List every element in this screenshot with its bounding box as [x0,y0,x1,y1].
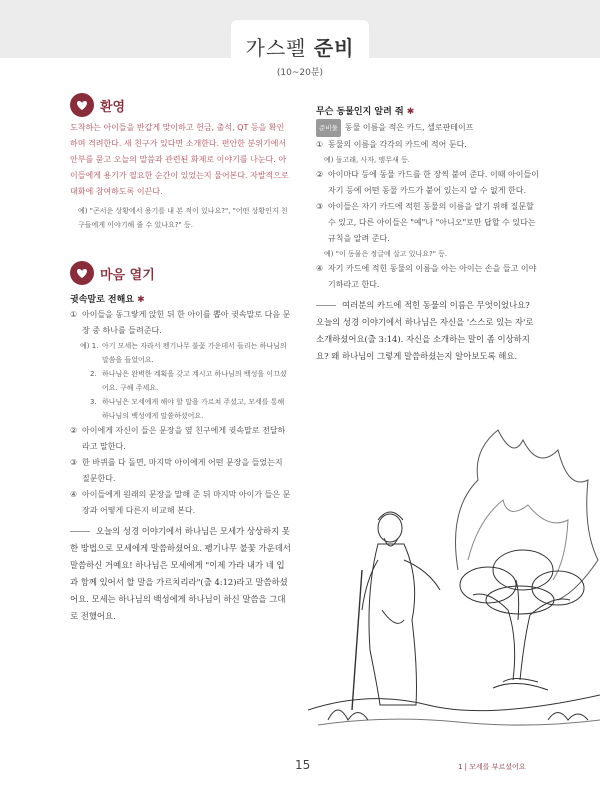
item-text: 아이들은 자기 카드에 적힌 동물의 이름을 알기 위해 질문할 수 있고, 다른 아이들은 "예"나 "아니오"로만 답할 수 있다는 규칙을 알려 준다. [328,202,536,243]
sub-item [80,339,292,367]
sub-text: 하나님은 모세에게 해야 할 말을 가르쳐 주셨고, 모세를 통해 하나님의 백성에게 말씀하셨어요. [102,398,285,420]
right-column [316,100,540,365]
chapter-label: 1 | 모세를 부르셨어요 [458,763,526,771]
item-number: ① [70,310,78,319]
title-light: 가스펠 [245,36,307,60]
page-number: 15 [295,758,311,772]
title-bold: 준비 [313,36,355,60]
duration: (10~20분) [276,68,324,78]
heart-hand-icon [70,93,94,117]
item-text: 동물의 이름을 각각의 카드에 적어 둔다. [328,140,467,149]
welcome-example: 예) "곤서운 상황에서 용기를 내 본 적이 있나요?", "어떤 상황인지 친구들에게 이야기해 줄 수 있나요?" 등. [78,207,288,229]
star-icon: ✱ [406,107,415,117]
item-text: 자기 카드에 적힌 동물의 이름을 아는 아이는 손을 들고 이야기하라고 한다. [328,264,537,289]
item-number: ② [316,170,324,179]
sub-number: 예) 1. [80,342,99,350]
item-text: 아이들을 동그랗게 앉힌 뒤 한 아이를 뽑아 귓속말로 다음 문장 중 하나를 들려준다. [82,310,291,335]
open-heart-heading [70,258,292,288]
sub-text: 아기 모세는 자라서 펭기나무 불꽃 가운데서 들리는 하나님의 말씀을 들었어요. [102,342,287,364]
dash-divider [316,305,336,306]
item-number: ① [316,140,324,149]
open-heart-title: 마음 열기 [100,267,155,283]
page-title [231,32,369,61]
item-text: 한 바퀴를 다 돌면, 마지막 아이에게 어떤 문장을 들었는지 질문한다. [82,458,283,483]
story-text: 여러분의 카드에 적힌 동물의 이름은 무엇이었나요? 오늘의 성경 이야기에서 하나님은 자신을 '스스로 있는 자'로 소개하셨어요(출 3:14). 자신을 소개하는 말이 좀 이상하지요? 왜 하나님이 그렇게 말씀하셨는지 알아보도록 해요. [316,300,534,361]
materials-text: 동물 이름을 적은 카드, 셀로판테이프 [344,123,474,132]
list-item [70,423,292,455]
item-number: ③ [316,202,324,211]
list-item [316,137,540,153]
item-text: 아이에게 자신이 들은 문장을 옆 친구에게 귓속말로 전달하라고 말한다. [82,426,286,451]
list-item [316,167,540,199]
list-item [316,199,540,247]
item-text: 아이들에게 원래의 문장을 말해 준 뒤 마지막 아이가 들은 문장과 어떻게 다른지 비교해 본다. [82,490,291,515]
list-item [70,307,292,339]
welcome-title: 환영 [100,99,126,115]
item-number: ④ [316,264,324,273]
list-item [316,261,540,293]
welcome-body: 도착하는 아이들을 반갑게 맞이하고 헌금, 출석, QT 등을 확인하며 격려한다. 새 친구가 있다면 소개한다. 편안한 분위기에서 안부를 묻고 오늘의 말씀과 관련된 화제로 이야기를 나눈다. 아이들에게 용기가 필요한 순간이 있었는지 물어본다. 자발적으로 대화에 참여하도록 이끈다. [70,123,289,196]
title-box [231,20,369,86]
list-item [70,455,292,487]
sub-item [90,395,292,423]
sub-number: 3. [90,398,97,406]
burning-bush-illustration [308,420,600,742]
item-example: 예) 돌고래, 사자, 앵무새 등. [324,156,410,164]
story-paragraph [70,523,292,625]
story-paragraph [316,297,540,365]
sub-number: 2. [90,370,97,378]
whisper-game-label: 귓속말로 전해요 [70,295,134,305]
sub-text: 하나님은 완벽한 계획을 갖고 계시고 하나님의 백성을 이끄셨어요. 구해 주세요. [102,370,287,392]
left-column [70,90,292,625]
item-text: 아이마다 등에 동물 카드를 한 장씩 붙여 준다. 이때 아이들이 자기 등에 어떤 동물 카드가 붙어 있는지 알 수 없게 한다. [328,170,539,195]
story-text: 오늘의 성경 이야기에서 하나님은 모세가 상상하지 못한 방법으로 모세에게 말씀하셨어요. 펭기나무 불꽃 가운데서 말씀하신 거예요! 하나님은 모세에게 "이제 가라 내가 네 입과 함께 있어서 할 말을 가르치리라"(출 4:12)라고 말씀하셨어요. 모세는 하나님의 백성에게 하나님이 하신 말씀을 그대로 전했어요. [70,526,291,621]
animal-game-title [316,104,540,117]
materials-line [316,119,540,137]
materials-tag: 준비물 [316,119,341,137]
list-item [70,487,292,519]
welcome-heading [70,90,292,120]
heart-icon [70,261,94,285]
star-icon: ✱ [137,295,145,305]
whisper-game-title [70,292,292,305]
sub-item [90,367,292,395]
item-number: ② [70,426,78,435]
animal-game-label: 무슨 동물인지 알려 줘 [316,107,404,117]
item-number: ③ [70,458,78,467]
item-number: ④ [70,490,78,499]
item-example: 예) "이 동물은 정글에 살고 있나요?" 등. [324,250,448,258]
dash-divider [70,531,90,532]
